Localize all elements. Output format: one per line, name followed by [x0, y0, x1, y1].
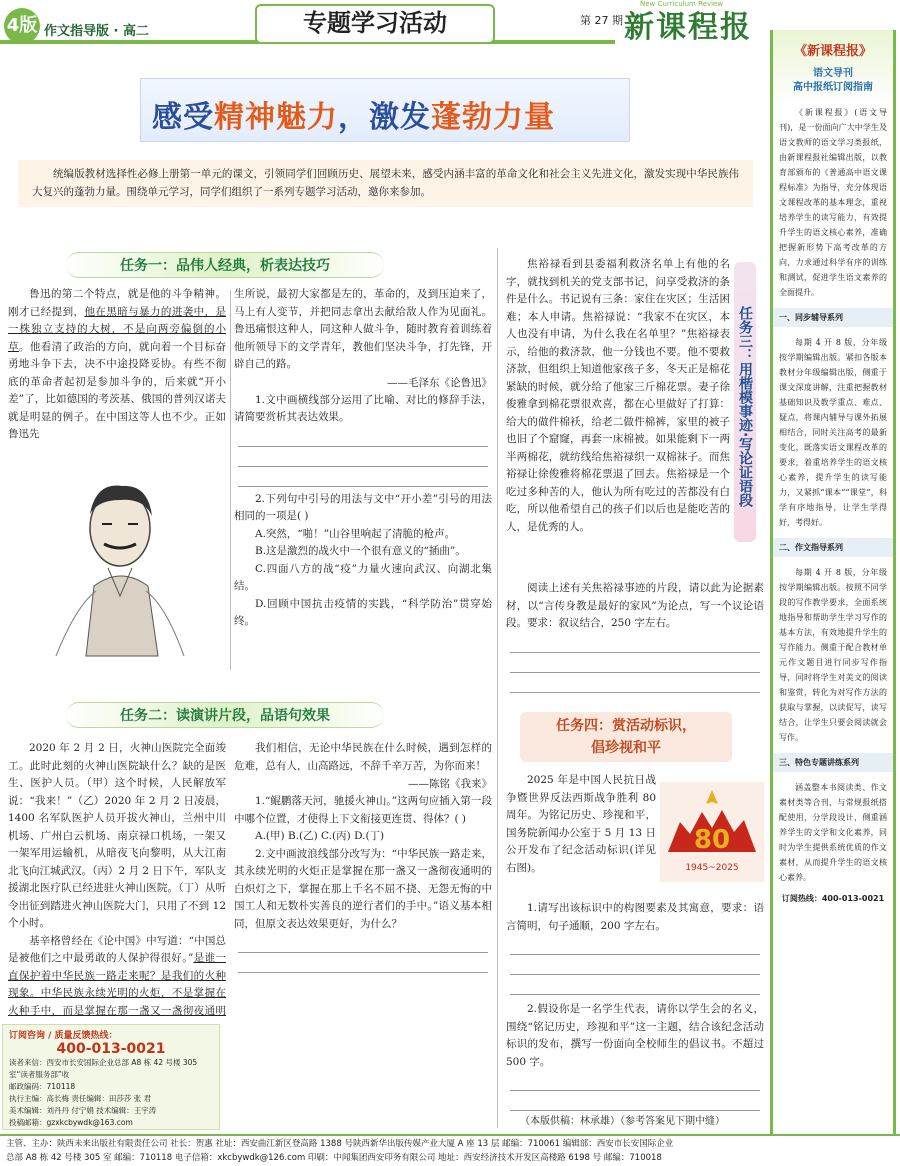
task2-source: ——陈铭《我来》 [408, 778, 492, 790]
task4-title-line: 倡珍视和平 [591, 740, 661, 756]
footer-line: 总部 A8 栋 42 号楼 305 室 邮编：710118 电子信箱：xkcbywdk@126.com 印刷：中闻集团西安印务有限公司 地址：西安经济技术开发区高楼路 6198 号 邮编：710018 [6, 1153, 662, 1163]
logo-years: 1945~2025 [685, 863, 739, 873]
task3-col [506, 256, 730, 536]
sidebar-section-text: 每期 4 开 8 版，分年级按学期编辑出版。按照不同学段的写作教学要求，全面系统地指导和帮助学生学习写作的基本方法，有效地提升学生的写作能力。侧重于配合教材单元作文题目进行同步写作指导，同时将学生对美文的阅读和鉴赏，转化为对写作方法的获取与掌握，以读促写，读写结合，让学生只要会阅读就会写作。 [779, 568, 887, 742]
edition-label: 作文指导版 · 高二 [44, 24, 149, 39]
task4-questions [506, 900, 764, 1111]
task4-title-line: 任务四：赏活动标识， [556, 718, 696, 734]
question: 阅读上述有关焦裕禄事迹的片段，请以此为论据素材，以“言传身教是最好的家风”为论点，写一个议论语段。要求：叙议结合，250 字左右。 [506, 582, 764, 629]
sidebar-header [773, 30, 893, 105]
question: 2.文中画波浪线部分改写为：“中华民族一路走来，其永续光明的火炬正是掌握在那一盏又一盏彻夜通明的白炽灯之下，掌握在那上千名不屈不挠、无怨无悔的中国工人和无数朴实善良的逆行者们的手中。”语义基本相同，但原文表达效果更好，为什么？ [234, 847, 492, 930]
answer-line[interactable] [510, 1071, 760, 1091]
option-b: B.这是激烈的战火中一个很有意义的“插曲”。 [255, 545, 466, 557]
credit-line: （本版供稿：林承雄）（参考答案见下期中缝） [520, 1116, 725, 1127]
wavy-underlined-text: 是谁一直保护着中华民族一路走来呢？是我们的火种现象。中华民族永续光明的火炬，不是掌握在火种手中，而是掌握在那一盏又一盏彻夜通明 [8, 952, 226, 1017]
task3-question-col [506, 580, 764, 693]
task3-banner: 任务三：用楷模事迹·写论证语段 [734, 262, 756, 542]
contact-box [2, 1024, 220, 1130]
title-part: ，激发 [338, 100, 431, 135]
luxun-portrait [16, 456, 226, 666]
option-d: D.回顾中国抗击疫情的实践，“科学防治”贯穿始终。 [234, 597, 492, 627]
title-part: 感受 [152, 100, 214, 135]
issue-number: 第 27 期 [580, 14, 623, 27]
question: 1.“鲲鹏落天河，驰援火神山。”这两句应插入第一段中哪个位置，才使得上下文衔接更连贯、得体？( ) [234, 795, 492, 825]
answer-line[interactable] [510, 653, 760, 673]
task1-right-col [234, 286, 492, 631]
answer-line[interactable] [238, 953, 488, 973]
question: 1.请写出该标识中的构图要素及其寓意，要求：语言简明，句子通顺，200 字左右。 [506, 902, 764, 932]
task3-paragraph: 焦裕禄看到县委福利救济名单上有他的名字，就找到机关的党支部书记，问享受救济的条件是什么。书记说有三条：家住在灾区；生活困难；本人申请。焦裕禄说：“我家不在灾区，本人也没有申请，为什么我在名单里？”焦裕禄表示，给他的救济款，他一分钱也不要。他不要救济款，但组织上知道他家孩子多，冬天正是棉花紧缺的时候，就分给了他家三斤棉花票。妻子徐俊雅拿到棉花票很欢喜，都在心里做好了打算：给大的做件棉袄，给老二做件棉裤，家里的被子也旧了个窟窿，再套一床棉被。如果能剩下一两半两棉花，就纺线给焦裕禄织一双棉袜子。而焦裕禄让徐俊雅将棉花票退了回去。焦裕禄是一个吃过多种苦的人，他认为所有吃过的苦都没有白吃，所以他希望自己的孩子们以后也是能吃苦的人，是优秀的人。 [506, 258, 730, 533]
task2-left-col [8, 740, 226, 1022]
sidebar-title: 《新课程报》 [793, 44, 872, 59]
underlined-text: 他在黑暗与暴力的进袭中，是一株独立支持的大树，不是向两旁偏倒的小草 [8, 305, 227, 353]
sidebar-section-text: 每期 4 开 8 版，分年级按学期编辑出版。紧扣各版本教材分年级编辑出版，侧重于课文深度讲解，注重把握教材基础知识及教学重点、难点、疑点，将课内辅导与课外拓展相结合，同时关注高考的最新变化，既落实语文课程改革的要求，着重培养学生的语文核心素养，提升学生的读写能力，又紧抓“课本”“课堂”，科学有序地指导，让学生学得好，考得好。 [779, 338, 887, 527]
question: 1.文中画横线部分运用了比喻、对比的修辞手法，请简要赏析其表达效果。 [234, 393, 492, 423]
brand-subtitle: New Curriculum Review [640, 0, 724, 8]
task2-paragraph: 基辛格曾经在《论中国》中写道：“中国总是被他们之中最勇敢的人保护得很好。”是谁一直保护着中华民族一路走来呢？是我们的火种现象。中华民族永续光明的火炬，不是掌握在火种手中，而是掌握在那一盏又一盏彻夜通明 [8, 933, 226, 1023]
contact-staff: 执行主编：高长梅 责任编辑：田莎莎 张 君 [9, 1094, 152, 1103]
version-badge: 4版 [4, 8, 40, 44]
task2-paragraph: 2020 年 2 月 2 日，火神山医院完全面竣工。此时此刻的火神山医院缺什么？缺的是医生、医护人员。（甲）这个时候，人民解放军说：“我来！”（乙）2020 年 2 月 2 日凌晨，1400 名军队医护人员开拔火神山，兰州中川机场、广州白云机场、南京禄口机场，一架又一架军用运输机，从暗夜飞向黎明，从大江南北飞向江城武汉。（丙）2 月 2 日下午，军队支援湖北医疗队已经进驻火神山医院。（丁）从听令出征到踏进火神山医院大门，只用了不到 12 个小时。 [8, 742, 226, 929]
contact-address: 读者来信：西安市长安国际企业总部 A8 栋 42 号楼 305 室“读者服务部”收 [9, 1058, 198, 1079]
task1-source: ——毛泽东《论鲁迅》 [387, 376, 492, 389]
sidebar-section-title: 二、作文指导系列 [773, 538, 893, 557]
answer-line[interactable] [238, 467, 488, 487]
task2-right-col [234, 740, 492, 973]
contact-staff: 美术编辑：刘丹丹 付宁娟 技术编辑：王宇涛 [9, 1106, 157, 1115]
contact-post: 邮政编码：710118 [9, 1082, 76, 1091]
task2-paragraph: 我们相信，无论中华民族在什么时候，遇到怎样的危难，总有人，山高路远，不辞千辛万苦，为你而来！ [234, 742, 492, 772]
answer-line[interactable] [510, 1091, 760, 1111]
option-a: A.突然，“啪！”山谷里响起了清脆的枪声。 [255, 527, 456, 540]
sidebar-subtitle: 语文导刊 [813, 68, 853, 79]
question: 2.假设你是一名学生代表，请你以学生会的名义，围绕“铭记历史，珍视和平”这一主题，结合该纪念活动标识的发布，撰写一份面向全校师生的倡议书。不超过 500 字。 [506, 1003, 764, 1068]
page-title [152, 92, 555, 136]
contact-email[interactable]: 投稿邮箱：gzxkcbywdk@163.com [9, 1118, 133, 1127]
section-title: 专题学习活动 [255, 4, 495, 44]
answer-line[interactable] [238, 933, 488, 953]
task4-col [506, 772, 656, 877]
logo-number: 80 [693, 825, 731, 855]
intro-text: 统编版教材选择性必修上册第一单元的课文，引领同学们回顾历史、展望未来，感受内涵丰富的革命文化和社会主义先进文化，激发实现中华民族伟大复兴的蓬勃力量。围绕单元学习，同学们组织了一系列专题学习活动，邀你来参加。 [32, 168, 739, 198]
task1-paragraph: 生所说，最初大家都是左的，革命的，及到压迫来了，马上有人变节，并把同志拿出去献给敌人作为见面礼。鲁迅痛恨这种人，同这种人做斗争，随时教育着训练着他所领导下的文学青年，教他们坚决斗争，打先锋，开辟自己的路。 [234, 288, 492, 370]
anniversary-logo [660, 782, 764, 882]
sidebar-hotline: 订阅热线：400-013-0021 [781, 894, 885, 903]
answer-line[interactable] [510, 975, 760, 995]
option-c: C.四面八方的战“疫”力量火速向武汉、向湖北集结。 [234, 562, 492, 592]
question: 2.下列句中引号的用法与文中“开小差”引号的用法相同的一项是( ) [234, 492, 492, 522]
sidebar-subtitle: 高中报纸订阅指南 [793, 82, 873, 93]
task4-paragraph: 2025 年是中国人民抗日战争暨世界反法西斯战争胜利 80 周年。为铭记历史、珍视和平，国务院新闻办公室于 5 月 13 日公开发布了纪念活动标识(详见右图)。 [506, 774, 656, 874]
contact-title: 订阅咨询 / 质量反馈热线： [9, 1031, 118, 1041]
sidebar-section-title: 三、特色专题讲练系列 [773, 753, 893, 772]
sidebar-section-title: 一、同步辅导系列 [773, 308, 893, 327]
footer-line: 主管、主办：陕西未来出版社有限责任公司 社长：贺惠 社址：西安曲江新区登高路 1388 号陕西新华出版传媒产业大厦 A 座 13 层 邮编：710061 编辑部：西安市长安国际企业 [6, 1139, 674, 1149]
divider [497, 248, 498, 1128]
answer-line[interactable] [238, 427, 488, 447]
intro-box [18, 160, 753, 207]
task1-banner: 任务一：品伟人经典，析表达技巧 [66, 252, 384, 278]
task1-paragraph: 鲁迅的第二个特点，就是他的斗争精神。刚才已经提到，他在黑暗与暴力的进袭中，是一株独立支持的大树，不是向两旁偏倒的小草。他看清了政治的方向，就向着一个目标奋勇地斗争下去，决不中途投降妥协。有些不彻底的革命者起初是参加斗争的，后来就“开小差”了，比如德国的考茨基、俄国的普列汉诺夫就是明显的例子。在中国这等人也不少。正如鲁迅先 [8, 288, 227, 440]
brand-logo: 新课程报 [624, 10, 752, 45]
task4-banner [520, 712, 732, 762]
answer-line[interactable] [510, 633, 760, 653]
sidebar-section-text: 涵盖整本书阅读类、作文素材类等合刊，与常规报纸搭配使用，分学段设计，侧重涵养学生的文学和文化素养，同时为学生提供系统优质的作文素材，从而提升学生的语文核心素养。 [779, 783, 887, 882]
answer-line[interactable] [510, 673, 760, 693]
sidebar-intro: 《新课程报》(语文导刊)，是一份面向广大中学生及语文教师的语文学习类报纸，由新课程报社编辑出版，以教育部颁布的《普通高中语文课程标准》为指导，充分体现语文课程改革的基本理念，重视培养学生的读写能力，有效提升学生的语文核心素养，准确把握新形势下高考改革的方向，力求通过科学有序的训练和测试，促进学生语文素养的全面提升。 [779, 108, 887, 297]
contact-phone: 400-013-0021 [56, 1041, 166, 1057]
answer-line[interactable] [510, 935, 760, 955]
task1-left-col [8, 286, 226, 444]
answer-line[interactable] [510, 955, 760, 975]
masthead [0, 0, 900, 52]
options-row: A.(甲) B.(乙) C.(丙) D.(丁) [255, 830, 385, 842]
subscription-sidebar [770, 30, 896, 1134]
title-part: 精神魅力 [214, 100, 338, 135]
imprint-footer [0, 1134, 900, 1166]
task2-banner: 任务二：读演讲片段，品语句效果 [66, 702, 384, 728]
answer-line[interactable] [238, 447, 488, 467]
title-part: 蓬勃力量 [431, 100, 555, 135]
divider [230, 290, 231, 670]
